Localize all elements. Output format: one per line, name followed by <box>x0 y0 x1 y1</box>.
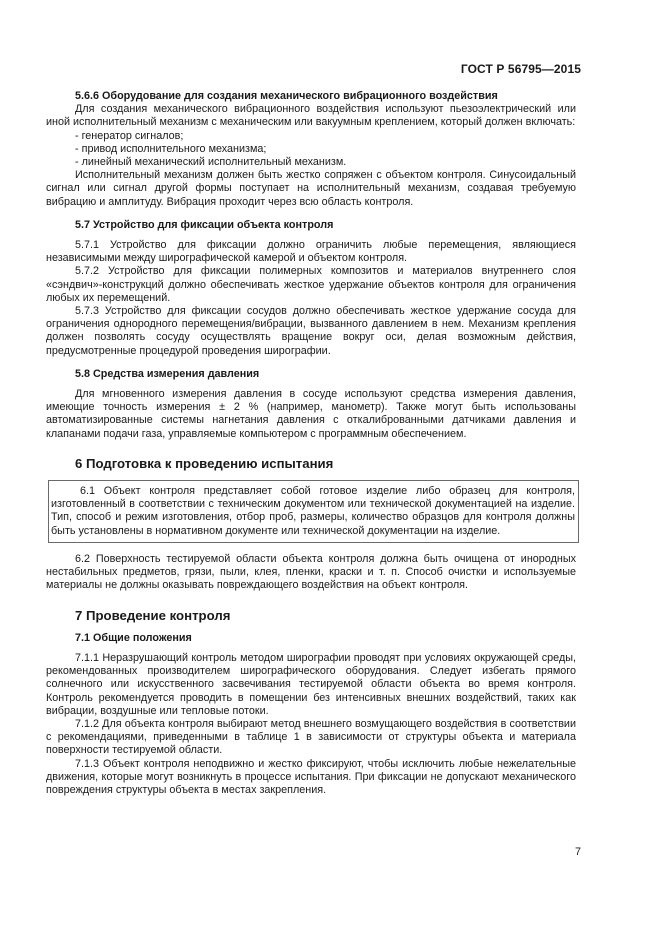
paragraph: 6.1 Объект контроля представляет собой готовое изделие либо образец для контроля, изготовленный в соответствии с техническим документом или технической документацией на изделие. Тип, способ и режим изготовления, отбор проб, размеры, количество образцов для контроля должны быть установлены в нормативном документе или технической документации на изделие. <box>51 485 575 537</box>
heading-7: 7 Проведение контроля <box>75 607 231 623</box>
heading-7-1: 7.1 Общие положения <box>75 631 192 644</box>
page-number: 7 <box>574 846 581 858</box>
paragraph: 7.1.2 Для объекта контроля выбирают метод внешнего возмущающего воздействия в соответствии с рекомендациями, приведенными в таблице 1 в зависимости от структуры объекта и материала поверхности тестируемой области. <box>46 717 576 757</box>
list-item: - линейный механический исполнительный механизм. <box>75 156 347 169</box>
document-number: ГОСТ Р 56795—2015 <box>460 62 581 76</box>
paragraph: 5.7.2 Устройство для фиксации полимерных композитов и материалов внутреннего слоя «сэндвич»-конструкций должно обеспечивать жесткое удержание объектов контроля для ограничения любых их перемещений. <box>46 265 576 304</box>
boxed-paragraph <box>48 480 579 543</box>
paragraph: 5.7.1 Устройство для фиксации должно ограничить любые перемещения, являющиеся независимыми между ширографической камерой и объектом контроля. <box>46 239 576 265</box>
paragraph: 6.2 Поверхность тестируемой области объекта контроля должна быть очищена от инородных нестабильных предметов, грязи, пыли, клея, пленки, краски и т. п. Способ очистки и используемые материалы не должны оказывать повреждающего воздействия на объект контроля. <box>46 552 576 592</box>
paragraph: Исполнительный механизм должен быть жестко сопряжен с объектом контроля. Синусоидальный сигнал или сигнал другой формы поступает на исполнительный механизм, создавая требуемую вибрацию и амплитуду. Вибрация проходит через всю область контроля. <box>46 169 576 208</box>
paragraph: 7.1.1 Неразрушающий контроль методом ширографии проводят при условиях окружающей среды, рекомендованных производителем ширографического оборудования. Следует избегать прямого солнечного или искусственного засвечивания тестируемой области объекта во время контроля. Контроль рекомендуется проводить в помещении без интенсивных внешних воздействий, таких как вибрации, воздушные или тепловые потоки. <box>46 651 576 717</box>
heading-5-8: 5.8 Средства измерения давления <box>75 367 260 380</box>
list-item: - привод исполнительного механизма; <box>75 142 267 155</box>
paragraph: 5.7.3 Устройство для фиксации сосудов должно обеспечивать жесткое удержание сосуда для ограничения однородного перемещения/вибрации, вызванного давлением в нем. Механизм крепления должен позволять сосуду осуществлять вращение вокруг оси, делая возможным действия, предусмотренные процедурой проведения ширографии. <box>46 305 576 357</box>
document-body <box>46 90 576 797</box>
paragraph: 7.1.3 Объект контроля неподвижно и жестко фиксируют, чтобы исключить любые нежелательные движения, которые могут возникнуть в процессе испытания. При фиксации не допускают механического повреждения структуры объекта в местах закрепления. <box>46 757 576 796</box>
heading-5-7: 5.7 Устройство для фиксации объекта контроля <box>75 218 334 231</box>
paragraph: Для мгновенного измерения давления в сосуде используют средства измерения давления, имеющие точность измерения ± 2 % (например, манометр). Также могут быть использованы автоматизированные системы нагнетания давления с откалиброванными датчиками давления и клапанами подачи газа, управляемые компьютером с программным обеспечением. <box>46 388 576 440</box>
heading-5-6-6: 5.6.6 Оборудование для создания механического вибрационного воздействия <box>75 90 498 102</box>
list-item: - генератор сигналов; <box>75 129 184 142</box>
paragraph: Для создания механического вибрационного воздействия используют пьезоэлектрический или иной исполнительный механизм с механическим или вакуумным креплением, который должен включать: <box>46 103 576 129</box>
heading-6: 6 Подготовка к проведению испытания <box>75 455 334 471</box>
